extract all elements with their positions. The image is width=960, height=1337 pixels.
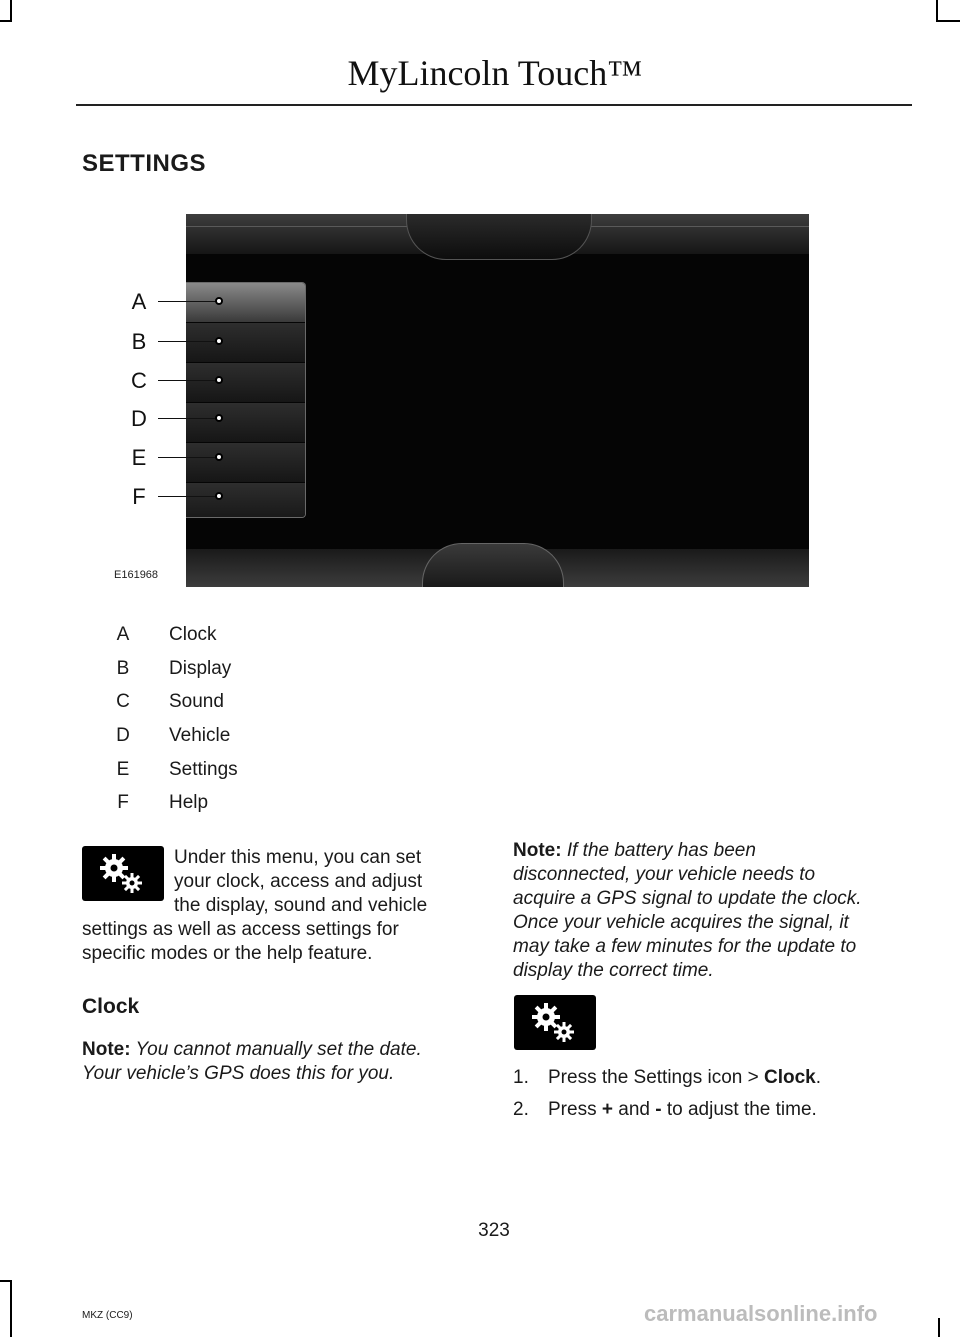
step-number: 2.	[513, 1099, 529, 1120]
watermark: carmanualsonline.info	[644, 1301, 878, 1326]
step-text-part: Press	[548, 1099, 602, 1120]
callout-dot-a	[215, 297, 223, 305]
step-text-part: and	[612, 1099, 656, 1120]
screen-menu-item-clock	[186, 283, 305, 323]
section-title: SETTINGS	[82, 150, 207, 177]
legend-text: Clock	[169, 624, 217, 645]
legend-text: Vehicle	[169, 725, 231, 746]
figure-code: E161968	[114, 569, 159, 581]
intro-line-3: the display, sound and vehicle	[174, 895, 428, 916]
legend-letter: D	[116, 725, 130, 746]
legend-letter: F	[117, 792, 129, 813]
callout-line-c	[158, 380, 216, 381]
settings-gears-icon	[82, 846, 164, 901]
legend-text: Display	[169, 658, 232, 679]
crop-mark-bottom-left-v	[10, 1280, 12, 1337]
crop-mark-top-right-h	[936, 20, 960, 22]
step-tail-part: .	[815, 1067, 822, 1088]
battery-note-line-2: disconnected, your vehicle needs to	[513, 864, 816, 885]
note-label: Note:	[82, 1039, 131, 1060]
step-text	[548, 1067, 821, 1089]
callout-dot-f	[215, 492, 223, 500]
screen-menu-item-vehicle	[186, 403, 305, 443]
callout-line-f	[158, 496, 216, 497]
callout-label-a: A	[131, 289, 147, 314]
legend-text: Sound	[169, 691, 224, 712]
legend-letter: E	[116, 759, 130, 780]
page-number: 323	[478, 1220, 510, 1241]
note-text: You cannot manually set the date.	[130, 1039, 422, 1060]
settings-screen-figure	[186, 214, 809, 587]
step-text-part: to adjust the time.	[661, 1099, 817, 1120]
callout-dot-d	[215, 414, 223, 422]
step-bold-part: Clock	[763, 1067, 816, 1088]
screen-menu-item-help	[186, 483, 305, 518]
intro-line-2: your clock, access and adjust	[174, 871, 423, 892]
note-label: Note:	[513, 840, 562, 861]
crop-mark-bottom-right-v	[938, 1318, 940, 1337]
screen-top-tab	[406, 214, 592, 260]
callout-label-b: B	[131, 329, 147, 354]
intro-line-1: Under this menu, you can set	[174, 847, 422, 868]
battery-note-line-5: may take a few minutes for the update to	[513, 936, 857, 957]
callout-label-f: F	[132, 484, 146, 509]
step-text-part: Press the Settings icon >	[548, 1067, 764, 1088]
callout-label-c: C	[131, 368, 147, 393]
battery-note-line-1	[513, 839, 756, 863]
crop-mark-top-left-h	[0, 20, 12, 22]
intro-line-5: specific modes or the help feature.	[82, 943, 373, 964]
screen-menu-item-sound	[186, 363, 305, 403]
callout-dot-b	[215, 337, 223, 345]
callout-label-e: E	[131, 445, 147, 470]
settings-gears-icon	[514, 995, 596, 1050]
legend-letter: C	[116, 691, 130, 712]
step-number: 1.	[513, 1067, 529, 1088]
legend-text: Help	[169, 792, 209, 813]
footer-model-code: MKZ (CC9)	[82, 1310, 133, 1321]
crop-mark-top-left-v	[10, 0, 12, 22]
screen-menu-item-display	[186, 323, 305, 363]
header-rule	[76, 104, 912, 106]
callout-dot-c	[215, 376, 223, 384]
clock-note-line-1	[82, 1038, 422, 1062]
callout-line-e	[158, 457, 216, 458]
clock-subheading: Clock	[82, 995, 140, 1018]
step-text	[548, 1099, 817, 1121]
callout-line-d	[158, 418, 216, 419]
clock-note-line-2: Your vehicle’s GPS does this for you.	[82, 1063, 395, 1084]
battery-note-line-4: Once your vehicle acquires the signal, it	[513, 912, 849, 933]
step-bold-part: +	[601, 1099, 613, 1120]
crop-mark-top-right-v	[936, 0, 938, 22]
crop-mark-bottom-left-h	[0, 1280, 12, 1282]
callout-line-a	[158, 301, 216, 302]
screen-menu-item-settings	[186, 443, 305, 483]
intro-line-4: settings as well as access settings for	[82, 919, 399, 940]
battery-note-line-3: acquire a GPS signal to update the clock.	[513, 888, 862, 909]
step-bold-part: -	[655, 1099, 662, 1120]
callout-dot-e	[215, 453, 223, 461]
screen-bottom-tab	[422, 543, 564, 587]
legend-letter: B	[116, 658, 130, 679]
note-text: If the battery has been	[561, 840, 756, 861]
callout-label-d: D	[131, 406, 147, 431]
legend-text: Settings	[169, 759, 238, 780]
callout-line-b	[158, 341, 216, 342]
header-title: MyLincoln Touch™	[347, 53, 643, 93]
legend-letter: A	[116, 624, 130, 645]
screen-settings-menu	[186, 282, 306, 518]
battery-note-line-6: display the correct time.	[513, 960, 714, 981]
